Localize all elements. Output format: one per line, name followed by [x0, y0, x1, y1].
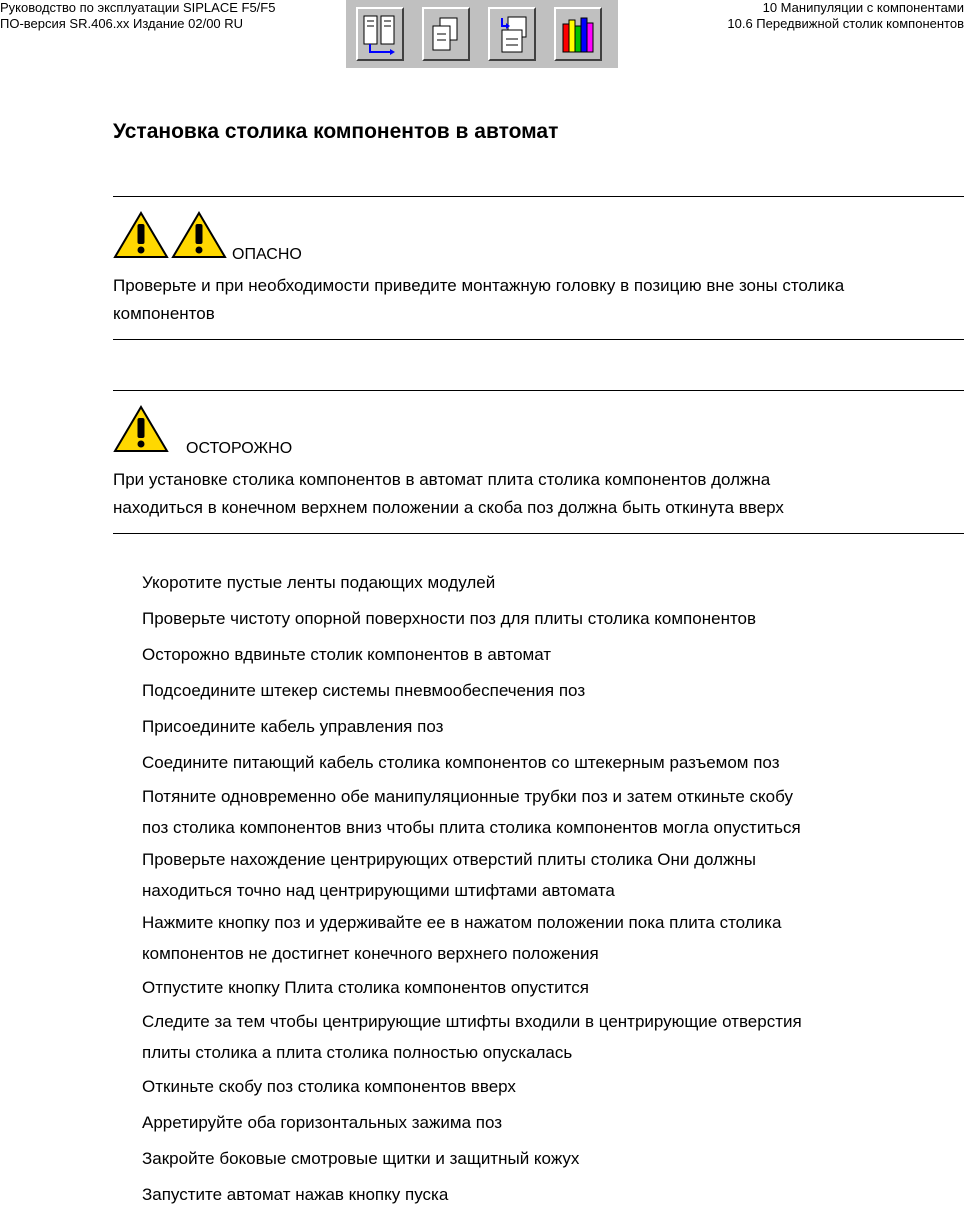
previous-page-button[interactable]: [422, 7, 470, 61]
warning-triangle-icon: [113, 405, 169, 453]
header-left: [0, 0, 275, 32]
section-title: 10.6 Передвижной столик компонентов: [727, 16, 964, 31]
list-item: Потяните одновременно обе манипуляционные трубки поз и затем откиньте скобу поз столика компонентов вниз чтобы плита столика компонентов могла опуститься: [142, 787, 801, 837]
warning-triangle-icon: [113, 211, 169, 259]
divider: [113, 390, 964, 391]
caution-text-line: находиться в конечном верхнем положении а скоба поз должна быть откинута вверх: [113, 498, 784, 517]
list-item: Проверьте нахождение центрирующих отверстий плиты столика Они должны находиться точно над центрирующими штифтами автомата: [142, 850, 757, 900]
list-item: Следите за тем чтобы центрирующие штифты входили в центрирующие отверстия плиты столика а плита столика полностью опускалась: [142, 1012, 802, 1062]
list-item: Осторожно вдвиньте столик компонентов в автомат: [142, 645, 552, 664]
list-item: Проверьте чистоту опорной поверхности поз для плиты столика компонентов: [142, 609, 757, 628]
list-item: Подсоедините штекер системы пневмообеспечения поз: [142, 681, 586, 700]
divider: [113, 339, 964, 340]
list-item: Отпустите кнопку Плита столика компонентов опустится: [142, 978, 589, 997]
caution-signal-word: ОСТОРОЖНО: [186, 440, 293, 457]
header-right: [727, 0, 964, 32]
divider: [113, 533, 964, 534]
caution-text: [113, 466, 784, 522]
library-icon: [560, 14, 596, 56]
software-version: ПО-версия SR.406.xx Издание 02/00 RU: [0, 16, 244, 31]
contents-icon: [362, 14, 398, 56]
list-item: Откиньте скобу поз столика компонентов вверх: [142, 1077, 516, 1096]
list-item: Запустите автомат нажав кнопку пуска: [142, 1185, 449, 1204]
navigation-toolbar: [346, 0, 618, 68]
danger-text: [113, 272, 844, 328]
previous-page-icon: [428, 14, 464, 56]
procedure-steps: [142, 565, 802, 1213]
danger-text-line: Проверьте и при необходимости приведите монтажную головку в позицию вне зоны столика: [113, 276, 845, 295]
caution-text-line: При установке столика компонентов в автомат плита столика компонентов должна: [113, 470, 771, 489]
index-icon: [494, 14, 530, 56]
danger-text-line: компонентов: [113, 304, 215, 323]
page-title: Установка столика компонентов в автомат: [113, 120, 559, 143]
contents-button[interactable]: [356, 7, 404, 61]
chapter-title: 10 Манипуляции с компонентами: [762, 0, 964, 15]
list-item: Закройте боковые смотровые щитки и защитный кожух: [142, 1149, 580, 1168]
list-item: Арретируйте оба горизонтальных зажима поз: [142, 1113, 503, 1132]
index-button[interactable]: [488, 7, 536, 61]
library-button[interactable]: [554, 7, 602, 61]
list-item: Нажмите кнопку поз и удерживайте ее в нажатом положении пока плита столика компонентов не достигнет конечного верхнего положения: [142, 913, 782, 963]
list-item: Укоротите пустые ленты подающих модулей: [142, 573, 496, 592]
list-item: Присоедините кабель управления поз: [142, 717, 444, 736]
warning-triangle-icon: [171, 211, 227, 259]
list-item: Соедините питающий кабель столика компонентов со штекерным разъемом поз: [142, 753, 780, 772]
manual-title: Руководство по эксплуатации SIPLACE F5/F5: [0, 0, 276, 15]
divider: [113, 196, 964, 197]
danger-signal-word: ОПАСНО: [232, 246, 302, 263]
